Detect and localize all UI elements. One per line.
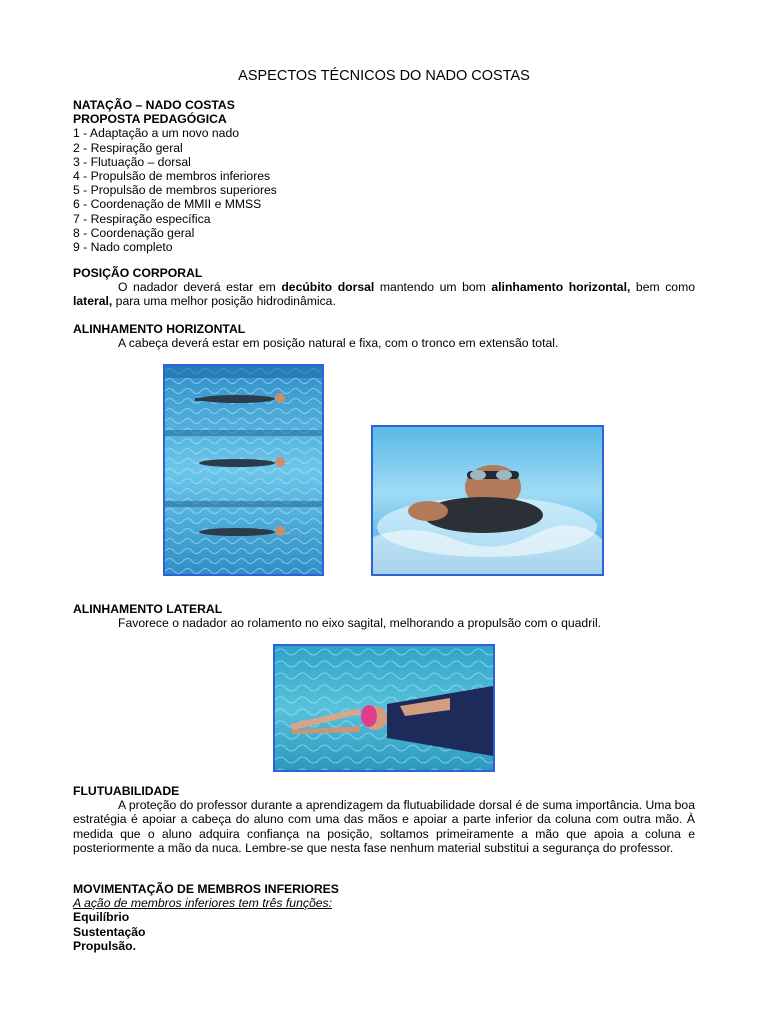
list-item: Equilíbrio <box>73 910 130 925</box>
section-heading: ALINHAMENTO LATERAL <box>73 602 223 616</box>
pedagogy-section <box>73 98 695 254</box>
lower-limbs-section <box>73 882 695 953</box>
section-heading: NATAÇÃO – NADO COSTAS <box>73 98 235 112</box>
list-item: 4 - Propulsão de membros inferiores <box>73 169 271 184</box>
list-item: 7 - Respiração específica <box>73 211 211 226</box>
list-item: 8 - Coordenação geral <box>73 225 195 240</box>
list-item: 9 - Nado completo <box>73 240 173 255</box>
list-item: 2 - Respiração geral <box>73 140 183 155</box>
paragraph: A proteção do professor durante a aprendizagem da flutuabilidade dorsal é de suma importância. Uma boa estratégia é apoiar a cabeça do aluno com uma das mãos e apoiar a parte inferior da coluna com outra mão. À medida que o aluno adquira confiança na posição, soltamos primeiramente a mão que apoia a coluna e posteriormente a mão da nuca. Lembre-se que nesta fase nenhum material substitui a segurança do professor. <box>73 798 695 855</box>
section-heading: ALINHAMENTO HORIZONTAL <box>73 322 246 336</box>
section-heading: FLUTUABILIDADE <box>73 784 180 798</box>
swimmer-backstroke-photo <box>371 425 604 576</box>
list-item: 5 - Propulsão de membros superiores <box>73 183 277 198</box>
swimmer-stretched-illustration <box>275 646 493 770</box>
section-heading: POSIÇÃO CORPORAL <box>73 266 203 280</box>
swimmer-face-illustration <box>373 427 602 574</box>
paragraph: O nadador deverá estar em decúbito dorsal mantendo um bom alinhamento horizontal, bem como lateral, para uma melhor posição hidrodinâmica. <box>73 280 696 309</box>
horizontal-alignment-section <box>73 322 695 350</box>
list-item: Propulsão. <box>73 938 136 953</box>
list-item: 1 - Adaptação a um novo nado <box>73 126 240 141</box>
underwater-sequence-photo <box>163 364 324 576</box>
list-item: 3 - Flutuação – dorsal <box>73 154 191 169</box>
body-position-section <box>73 266 695 309</box>
paragraph: A cabeça deverá estar em posição natural e fixa, com o tronco em extensão total. <box>118 336 559 351</box>
section-heading: MOVIMENTAÇÃO DE MEMBROS INFERIORES <box>73 882 339 896</box>
list-item: Sustentação <box>73 924 146 939</box>
subtitle: A ação de membros inferiores tem três funções: <box>73 896 332 911</box>
list-item: 6 - Coordenação de MMII e MMSS <box>73 197 262 212</box>
paragraph: Favorece o nadador ao rolamento no eixo sagital, melhorando a propulsão com o quadril. <box>118 616 602 631</box>
swimmer-lateral-photo <box>273 644 495 772</box>
buoyancy-section <box>73 784 695 855</box>
page-title: ASPECTOS TÉCNICOS DO NADO COSTAS <box>238 68 530 84</box>
swimmer-sequence-illustration <box>165 366 322 574</box>
section-subheading: PROPOSTA PEDAGÓGICA <box>73 112 227 127</box>
lateral-alignment-section <box>73 602 695 630</box>
